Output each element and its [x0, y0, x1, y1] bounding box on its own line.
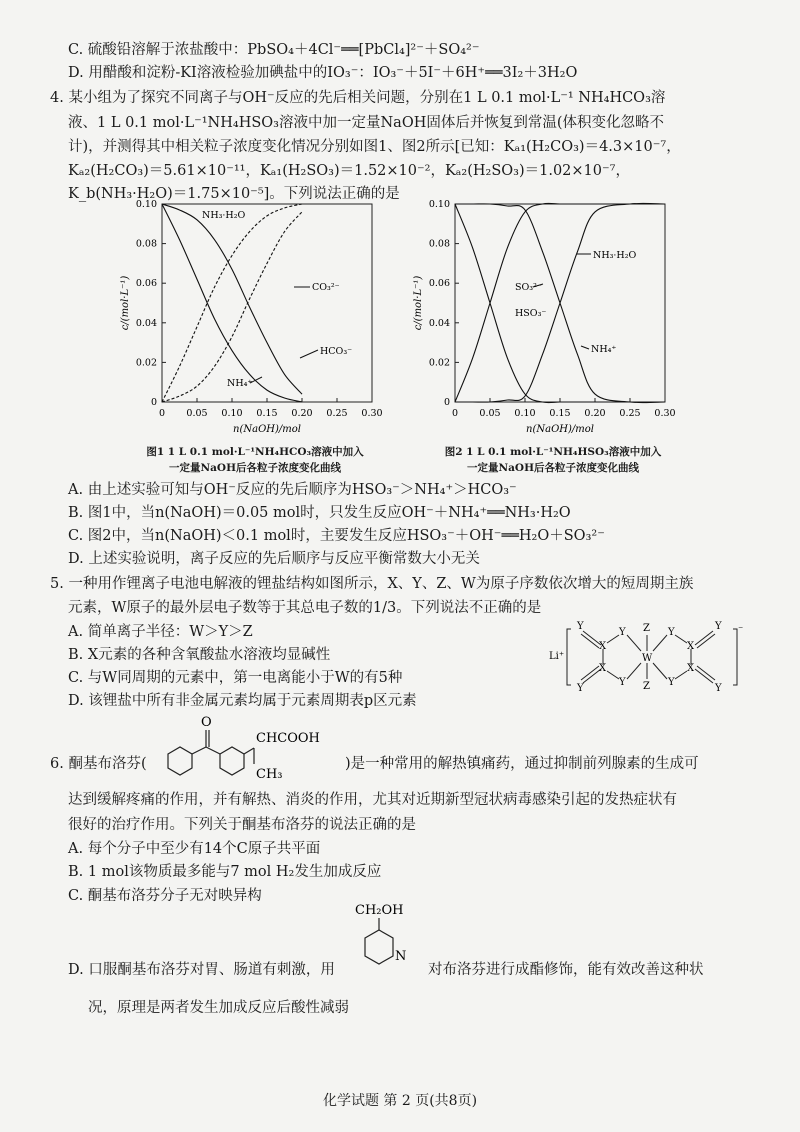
q4-option-c: C. 图2中，当n(NaOH)＜0.1 mol时，主要发生反应HSO₃⁻＋OH⁻══H₂O＋SO₃²⁻ — [68, 528, 605, 544]
x-tick-label: 0.15 — [256, 408, 278, 419]
series-label: NH₃·H₂O — [202, 210, 246, 221]
atom-y: Y — [619, 627, 626, 638]
q5-stem-2: 元素，W原子的最外层电子数等于其总电子数的1/3。下列说法不正确的是 — [68, 600, 542, 616]
atom-y: Y — [715, 621, 722, 632]
q4-stem-3: 计)，并测得其中相关粒子浓度变化情况分别如图1、图2所示[已知：Kₐ₁(H₂CO₃)＝4.3×10⁻⁷， — [68, 139, 681, 155]
x-tick-label: 0.25 — [619, 408, 641, 419]
q3-option-d: D. 用醋酸和淀粉-KI溶液检验加碘盐中的IO₃⁻：IO₃⁻＋5I⁻＋6H⁺══3I₂＋3H₂O — [68, 65, 578, 81]
q4-option-a: A. 由上述实验可知与OH⁻反应的先后顺序为HSO₃⁻＞NH₄⁺＞HCO₃⁻ — [68, 482, 517, 498]
x-tick-label: 0 — [451, 408, 459, 419]
keto-oxygen: O — [201, 715, 212, 730]
series-label: HCO₃⁻ — [320, 346, 353, 357]
y-tick-label: 0.04 — [428, 317, 450, 329]
q6-option-b: B. 1 mol该物质最多能与7 mol H₂发生加成反应 — [68, 864, 382, 880]
atom-x: X — [599, 663, 607, 674]
pyridinemethanol-structure — [335, 900, 425, 990]
x-tick-label: 0.05 — [186, 408, 208, 419]
figure-1-caption-line2: 一定量NaOH后各粒子浓度变化曲线 — [169, 462, 341, 474]
atom-x: X — [687, 663, 695, 674]
y-tick-label: 0.08 — [428, 238, 450, 250]
li-cation: Li⁺ — [549, 651, 565, 662]
x-tick-label: 0.30 — [654, 408, 676, 419]
y-tick-label: 0.02 — [135, 357, 157, 369]
atom-y: Y — [577, 621, 584, 632]
q5-option-d: D. 该锂盐中所有非金属元素均属于元素周期表p区元素 — [68, 693, 417, 709]
series-line-3 — [455, 204, 665, 403]
atom-y: Y — [668, 627, 675, 638]
y-axis-label: c/(mol·L⁻¹) — [413, 275, 424, 331]
q5-option-a: A. 简单离子半径：W＞Y＞Z — [68, 624, 253, 640]
q3-option-c: C. 硫酸铅溶解于浓盐酸中：PbSO₄＋4Cl⁻══[PbCl₄]²⁻＋SO₄²⁻ — [68, 42, 480, 58]
q4-option-b: B. 图1中，当n(NaOH)＝0.05 mol时，只发生反应OH⁻＋NH₄⁺══NH₃·H₂O — [68, 505, 571, 521]
q4-stem-5: K_b(NH₃·H₂O)＝1.75×10⁻⁵]。下列说法正确的是 — [68, 186, 400, 202]
x-tick-label: 0 — [158, 408, 166, 419]
series-leader — [300, 350, 318, 358]
series-label: NH₄⁺ — [591, 344, 617, 355]
atom-y: Y — [715, 683, 722, 694]
figure-1-chart — [112, 196, 402, 441]
x-tick-label: 0.20 — [291, 408, 313, 419]
figure-1-caption — [120, 444, 390, 476]
plot-frame — [162, 204, 372, 402]
x-tick-label: 0.20 — [584, 408, 606, 419]
x-axis-label: n(NaOH)/mol — [233, 424, 301, 435]
x-tick-label: 0.25 — [326, 408, 348, 419]
figure-2-chart — [405, 196, 695, 441]
q6-line1-pre: 6. 酮基布洛芬( — [50, 756, 147, 772]
x-tick-label: 0.10 — [221, 408, 243, 419]
atom-y: Y — [577, 683, 584, 694]
q4-stem-4: Kₐ₂(H₂CO₃)＝5.61×10⁻¹¹，Kₐ₁(H₂SO₃)＝1.52×10⁻²，Kₐ₂(H₂SO₃)＝1.02×10⁻⁷， — [68, 163, 630, 179]
q5-option-b: B. X元素的各种含氧酸盐水溶液均显碱性 — [68, 647, 331, 663]
q6-option-d-post: 对布洛芬进行成酯修饰，能有效改善这种状 — [428, 962, 704, 978]
y-axis-label: c/(mol·L⁻¹) — [120, 275, 131, 331]
y-tick-label: 0.06 — [135, 278, 157, 290]
figure-2-caption-line1: 图2 1 L 0.1 mol·L⁻¹NH₄HSO₃溶液中加入 — [444, 446, 662, 458]
series-line-1 — [162, 212, 302, 402]
x-axis-label: n(NaOH)/mol — [526, 424, 594, 435]
atom-z: Z — [643, 623, 650, 634]
y-tick-label: 0.04 — [135, 317, 157, 329]
atom-x: X — [599, 641, 607, 652]
q6-option-d-pre: D. 口服酮基布洛芬对胃、肠道有刺激，用 — [68, 962, 335, 978]
atom-w: W — [642, 653, 653, 664]
y-tick-label: 0.02 — [428, 357, 450, 369]
q6-stem-1: 达到缓解疼痛的作用，并有解热、消炎的作用，尤其对近期新型冠状病毒感染引起的发热症状有 — [68, 792, 677, 808]
y-tick-label: 0.10 — [428, 199, 450, 210]
series-leader — [581, 346, 589, 349]
q5-stem-1: 5. 一种用作锂离子电池电解液的锂盐结构如图所示，X、Y、Z、W为原子序数依次增大的短周期主族 — [50, 576, 694, 592]
series-label: SO₃²⁻ — [515, 282, 542, 293]
x-tick-label: 0.30 — [361, 408, 383, 419]
series-label: CO₃²⁻ — [312, 282, 340, 293]
atom-x: X — [687, 641, 695, 652]
y-tick-label: 0 — [150, 397, 157, 408]
x-tick-label: 0.15 — [549, 408, 571, 419]
series-label: HSO₃⁻ — [515, 308, 547, 319]
q5-option-c: C. 与W同周期的元素中，第一电离能小于W的有5种 — [68, 670, 403, 686]
atom-z: Z — [643, 681, 650, 692]
ch2oh-label: CH₂OH — [355, 903, 404, 918]
figure-2-caption — [418, 444, 688, 476]
y-tick-label: 0.08 — [135, 238, 157, 250]
series-line-2 — [162, 204, 302, 394]
series-line-0 — [162, 204, 302, 402]
q6-option-a: A. 每个分子中至少有14个C原子共平面 — [68, 841, 321, 857]
figure-2-caption-line2: 一定量NaOH后各粒子浓度变化曲线 — [467, 462, 639, 474]
q6-option-c: C. 酮基布洛芬分子无对映异构 — [68, 888, 262, 904]
q4-stem-2: 液、1 L 0.1 mol·L⁻¹NH₄HSO₃溶液中加一定量NaOH固体后并恢复到常温(体积变化忽略不 — [68, 115, 665, 131]
ketoprofen-structure — [150, 712, 350, 792]
q6-stem-2: 很好的治疗作用。下列关于酮基布洛芬的说法正确的是 — [68, 817, 416, 833]
y-tick-label: 0 — [443, 397, 450, 408]
page-footer: 化学试题 第 2 页(共8页) — [322, 1093, 478, 1109]
atom-y: Y — [668, 677, 675, 688]
x-tick-label: 0.05 — [479, 408, 501, 419]
figure-1-caption-line1: 图1 1 L 0.1 mol·L⁻¹NH₄HCO₃溶液中加入 — [146, 446, 364, 458]
chcooh-label: CHCOOH — [256, 731, 320, 746]
q4-option-d: D. 上述实验说明，离子反应的先后顺序与反应平衡常数大小无关 — [68, 551, 480, 567]
anion-charge: ⁻ — [738, 625, 744, 636]
y-tick-label: 0.10 — [135, 199, 157, 210]
q4-stem-1: 4. 某小组为了探究不同离子与OH⁻反应的先后相关问题，分别在1 L 0.1 mol·L⁻¹ NH₄HCO₃溶 — [50, 90, 666, 106]
y-tick-label: 0.06 — [428, 278, 450, 290]
pyridine-n-label: N — [395, 949, 407, 964]
ch3-label: CH₃ — [256, 767, 283, 782]
atom-y: Y — [619, 677, 626, 688]
x-tick-label: 0.10 — [514, 408, 536, 419]
lithium-salt-structure — [545, 615, 745, 695]
q6-option-d-line2: 况，原理是两者发生加成反应后酸性减弱 — [88, 1000, 349, 1016]
series-label: NH₄⁺ — [227, 378, 253, 389]
series-line-3 — [162, 204, 302, 402]
series-label: NH₃·H₂O — [593, 250, 637, 261]
q6-line1-post: )是一种常用的解热镇痛药，通过抑制前列腺素的生成可 — [345, 756, 699, 772]
